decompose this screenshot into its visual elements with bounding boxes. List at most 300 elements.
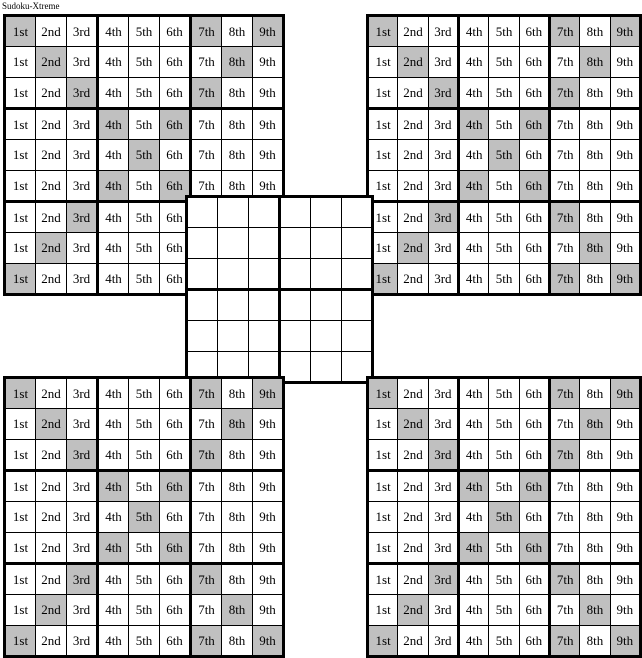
grid-cell[interactable]: 7th	[191, 78, 222, 109]
grid-cell[interactable]: 6th	[160, 626, 191, 657]
grid-cell[interactable]: 1st	[368, 109, 398, 140]
grid-cell[interactable]: 5th	[489, 78, 519, 109]
grid-cell[interactable]: 2nd	[36, 564, 67, 595]
grid-cell[interactable]: 7th	[191, 564, 222, 595]
grid-cell[interactable]: 6th	[519, 47, 549, 78]
grid-cell[interactable]: 5th	[489, 471, 519, 502]
grid-cell[interactable]: 2nd	[398, 440, 428, 471]
grid-cell[interactable]: 7th	[191, 595, 222, 626]
grid-cell[interactable]: 8th	[222, 595, 253, 626]
grid-cell[interactable]: 2nd	[36, 533, 67, 564]
grid-cell-empty[interactable]	[218, 228, 249, 259]
grid-cell[interactable]: 8th	[222, 78, 253, 109]
grid-cell-empty[interactable]	[187, 197, 218, 228]
grid-cell[interactable]: 8th	[580, 171, 610, 202]
grid-cell[interactable]: 3rd	[67, 440, 98, 471]
grid-cell[interactable]: 5th	[489, 47, 519, 78]
grid-cell[interactable]: 1st	[5, 378, 36, 409]
grid-cell[interactable]: 6th	[160, 140, 191, 171]
grid-cell[interactable]: 3rd	[428, 533, 458, 564]
grid-cell[interactable]: 3rd	[428, 626, 458, 657]
grid-cell-empty[interactable]	[280, 197, 311, 228]
grid-cell[interactable]: 6th	[160, 440, 191, 471]
grid-cell-empty[interactable]	[218, 290, 249, 321]
grid-cell[interactable]: 1st	[368, 502, 398, 533]
grid-cell[interactable]: 1st	[368, 233, 398, 264]
grid-cell[interactable]: 8th	[222, 16, 253, 47]
grid-cell[interactable]: 6th	[519, 264, 549, 295]
grid-cell[interactable]: 3rd	[428, 564, 458, 595]
grid-cell[interactable]: 6th	[160, 595, 191, 626]
grid-cell[interactable]: 1st	[368, 378, 398, 409]
grid-cell[interactable]: 6th	[519, 140, 549, 171]
grid-cell[interactable]: 7th	[550, 233, 580, 264]
grid-cell[interactable]: 3rd	[67, 47, 98, 78]
grid-cell[interactable]: 4th	[98, 109, 129, 140]
grid-cell[interactable]: 1st	[5, 626, 36, 657]
grid-cell[interactable]: 7th	[550, 564, 580, 595]
grid-cell[interactable]: 7th	[191, 626, 222, 657]
grid-cell[interactable]: 8th	[580, 595, 610, 626]
grid-cell[interactable]: 5th	[129, 171, 160, 202]
grid-cell[interactable]: 5th	[129, 16, 160, 47]
grid-cell[interactable]: 5th	[129, 564, 160, 595]
grid-cell[interactable]: 7th	[191, 171, 222, 202]
grid-cell[interactable]: 4th	[459, 202, 489, 233]
grid-cell[interactable]: 7th	[550, 471, 580, 502]
grid-cell[interactable]: 8th	[222, 564, 253, 595]
grid-cell[interactable]: 5th	[489, 109, 519, 140]
grid-cell[interactable]: 4th	[98, 502, 129, 533]
grid-cell[interactable]: 5th	[129, 409, 160, 440]
grid-cell[interactable]: 4th	[98, 409, 129, 440]
grid-cell-empty[interactable]	[280, 290, 311, 321]
grid-cell[interactable]: 4th	[459, 471, 489, 502]
grid-cell[interactable]: 7th	[550, 202, 580, 233]
grid-cell[interactable]: 8th	[222, 47, 253, 78]
grid-cell[interactable]: 9th	[610, 264, 640, 295]
grid-cell[interactable]: 2nd	[398, 47, 428, 78]
grid-cell[interactable]: 2nd	[36, 409, 67, 440]
grid-cell[interactable]: 7th	[550, 109, 580, 140]
grid-cell[interactable]: 9th	[253, 409, 284, 440]
grid-cell[interactable]: 4th	[459, 47, 489, 78]
grid-cell[interactable]: 8th	[580, 140, 610, 171]
grid-cell[interactable]: 4th	[98, 47, 129, 78]
grid-cell[interactable]: 5th	[129, 47, 160, 78]
grid-cell[interactable]: 6th	[160, 233, 191, 264]
grid-cell[interactable]: 9th	[253, 626, 284, 657]
grid-cell[interactable]: 7th	[550, 409, 580, 440]
grid-cell[interactable]: 2nd	[398, 533, 428, 564]
grid-cell[interactable]: 6th	[519, 202, 549, 233]
grid-cell[interactable]: 4th	[459, 533, 489, 564]
grid-cell[interactable]: 5th	[489, 440, 519, 471]
grid-cell[interactable]: 8th	[222, 471, 253, 502]
grid-cell[interactable]: 1st	[5, 409, 36, 440]
grid-cell-empty[interactable]	[280, 321, 311, 352]
grid-cell-empty[interactable]	[187, 290, 218, 321]
grid-cell-empty[interactable]	[311, 321, 342, 352]
grid-cell[interactable]: 2nd	[398, 378, 428, 409]
grid-cell[interactable]: 1st	[5, 171, 36, 202]
grid-cell[interactable]: 8th	[580, 564, 610, 595]
grid-cell[interactable]: 3rd	[428, 409, 458, 440]
grid-cell[interactable]: 7th	[191, 440, 222, 471]
grid-cell-empty[interactable]	[342, 197, 373, 228]
grid-cell[interactable]: 3rd	[428, 171, 458, 202]
grid-cell[interactable]: 9th	[253, 109, 284, 140]
grid-cell[interactable]: 9th	[610, 47, 640, 78]
grid-cell[interactable]: 6th	[519, 440, 549, 471]
grid-cell[interactable]: 5th	[129, 595, 160, 626]
grid-cell[interactable]: 9th	[610, 502, 640, 533]
grid-cell-empty[interactable]	[311, 290, 342, 321]
grid-cell[interactable]: 2nd	[398, 202, 428, 233]
grid-cell[interactable]: 3rd	[67, 502, 98, 533]
grid-cell[interactable]: 8th	[222, 626, 253, 657]
grid-cell[interactable]: 7th	[191, 109, 222, 140]
grid-cell[interactable]: 3rd	[67, 171, 98, 202]
grid-cell-empty[interactable]	[249, 321, 280, 352]
grid-cell[interactable]: 5th	[129, 78, 160, 109]
grid-cell[interactable]: 4th	[98, 533, 129, 564]
grid-cell[interactable]: 8th	[580, 471, 610, 502]
grid-cell[interactable]: 1st	[368, 595, 398, 626]
grid-cell[interactable]: 1st	[5, 202, 36, 233]
grid-cell[interactable]: 9th	[610, 233, 640, 264]
grid-cell[interactable]: 6th	[519, 378, 549, 409]
grid-cell[interactable]: 3rd	[67, 595, 98, 626]
grid-cell[interactable]: 1st	[368, 78, 398, 109]
grid-cell[interactable]: 9th	[610, 16, 640, 47]
grid-cell[interactable]: 5th	[129, 202, 160, 233]
grid-cell[interactable]: 2nd	[36, 140, 67, 171]
grid-cell[interactable]: 9th	[610, 171, 640, 202]
grid-cell[interactable]: 9th	[610, 440, 640, 471]
grid-cell[interactable]: 4th	[459, 140, 489, 171]
grid-cell[interactable]: 1st	[5, 264, 36, 295]
grid-cell[interactable]: 8th	[580, 533, 610, 564]
grid-cell[interactable]: 9th	[253, 502, 284, 533]
grid-cell[interactable]: 3rd	[67, 16, 98, 47]
grid-cell[interactable]: 1st	[5, 140, 36, 171]
grid-cell[interactable]: 4th	[98, 140, 129, 171]
grid-cell[interactable]: 6th	[160, 264, 191, 295]
grid-cell[interactable]: 1st	[5, 564, 36, 595]
grid-cell[interactable]: 7th	[550, 264, 580, 295]
grid-cell[interactable]: 3rd	[67, 264, 98, 295]
grid-cell[interactable]: 4th	[98, 378, 129, 409]
grid-cell[interactable]: 4th	[459, 16, 489, 47]
grid-cell[interactable]: 5th	[129, 471, 160, 502]
grid-cell[interactable]: 1st	[368, 47, 398, 78]
grid-cell[interactable]: 7th	[550, 595, 580, 626]
grid-cell[interactable]: 6th	[519, 564, 549, 595]
grid-cell[interactable]: 3rd	[428, 202, 458, 233]
grid-cell[interactable]: 4th	[459, 626, 489, 657]
grid-cell[interactable]: 9th	[253, 171, 284, 202]
grid-cell-empty[interactable]	[218, 321, 249, 352]
grid-cell[interactable]: 6th	[519, 595, 549, 626]
grid-cell[interactable]: 2nd	[36, 378, 67, 409]
grid-cell[interactable]: 8th	[222, 409, 253, 440]
grid-cell[interactable]: 4th	[98, 202, 129, 233]
grid-cell[interactable]: 9th	[610, 626, 640, 657]
grid-cell[interactable]: 8th	[222, 502, 253, 533]
grid-cell[interactable]: 5th	[129, 109, 160, 140]
grid-cell[interactable]: 2nd	[36, 171, 67, 202]
grid-cell-empty[interactable]	[311, 228, 342, 259]
grid-cell[interactable]: 9th	[610, 378, 640, 409]
grid-cell[interactable]: 1st	[5, 47, 36, 78]
grid-cell[interactable]: 4th	[459, 564, 489, 595]
grid-cell[interactable]: 2nd	[398, 109, 428, 140]
grid-cell[interactable]: 6th	[160, 171, 191, 202]
grid-cell[interactable]: 1st	[5, 233, 36, 264]
grid-cell[interactable]: 5th	[489, 564, 519, 595]
grid-cell[interactable]: 2nd	[36, 626, 67, 657]
grid-cell[interactable]: 8th	[580, 109, 610, 140]
grid-cell[interactable]: 3rd	[67, 140, 98, 171]
grid-cell[interactable]: 6th	[519, 16, 549, 47]
grid-cell[interactable]: 4th	[98, 440, 129, 471]
grid-cell[interactable]: 6th	[160, 109, 191, 140]
grid-cell[interactable]: 4th	[98, 78, 129, 109]
grid-cell[interactable]: 6th	[160, 378, 191, 409]
grid-cell-empty[interactable]	[311, 197, 342, 228]
grid-cell[interactable]: 8th	[580, 47, 610, 78]
grid-cell[interactable]: 8th	[222, 378, 253, 409]
grid-cell[interactable]: 5th	[489, 502, 519, 533]
grid-cell[interactable]: 6th	[519, 471, 549, 502]
grid-cell-empty[interactable]	[249, 259, 280, 290]
grid-cell[interactable]: 4th	[459, 502, 489, 533]
grid-cell[interactable]: 6th	[160, 47, 191, 78]
grid-cell[interactable]: 2nd	[398, 564, 428, 595]
grid-cell[interactable]: 4th	[98, 16, 129, 47]
grid-cell[interactable]: 3rd	[67, 78, 98, 109]
grid-cell[interactable]: 4th	[98, 595, 129, 626]
grid-cell[interactable]: 4th	[459, 109, 489, 140]
grid-cell[interactable]: 7th	[550, 47, 580, 78]
grid-cell[interactable]: 8th	[222, 533, 253, 564]
grid-cell-empty[interactable]	[249, 197, 280, 228]
grid-cell[interactable]: 2nd	[398, 140, 428, 171]
grid-cell[interactable]: 1st	[5, 78, 36, 109]
grid-cell[interactable]: 9th	[610, 109, 640, 140]
grid-cell[interactable]: 7th	[550, 502, 580, 533]
grid-cell[interactable]: 5th	[129, 264, 160, 295]
grid-cell[interactable]: 2nd	[36, 78, 67, 109]
grid-cell[interactable]: 3rd	[67, 533, 98, 564]
grid-cell[interactable]: 3rd	[67, 109, 98, 140]
grid-cell[interactable]: 5th	[129, 233, 160, 264]
grid-cell[interactable]: 7th	[191, 471, 222, 502]
grid-cell[interactable]: 2nd	[36, 440, 67, 471]
grid-cell[interactable]: 8th	[580, 409, 610, 440]
grid-cell[interactable]: 7th	[191, 533, 222, 564]
grid-cell[interactable]: 7th	[550, 533, 580, 564]
grid-cell[interactable]: 4th	[459, 233, 489, 264]
grid-cell[interactable]: 4th	[98, 264, 129, 295]
grid-cell-empty[interactable]	[187, 321, 218, 352]
grid-cell[interactable]: 4th	[98, 233, 129, 264]
grid-cell[interactable]: 3rd	[428, 78, 458, 109]
grid-cell-empty[interactable]	[311, 259, 342, 290]
grid-cell[interactable]: 6th	[160, 16, 191, 47]
grid-cell-empty[interactable]	[311, 352, 342, 383]
grid-cell[interactable]: 6th	[160, 502, 191, 533]
grid-cell[interactable]: 7th	[191, 378, 222, 409]
grid-cell[interactable]: 1st	[368, 471, 398, 502]
grid-cell-empty[interactable]	[280, 228, 311, 259]
grid-cell[interactable]: 2nd	[398, 78, 428, 109]
grid-cell-empty[interactable]	[249, 290, 280, 321]
grid-cell[interactable]: 1st	[368, 16, 398, 47]
grid-cell[interactable]: 9th	[253, 378, 284, 409]
grid-cell[interactable]: 1st	[5, 109, 36, 140]
grid-cell[interactable]: 9th	[610, 471, 640, 502]
grid-cell[interactable]: 9th	[610, 140, 640, 171]
grid-cell[interactable]: 6th	[160, 564, 191, 595]
grid-cell[interactable]: 3rd	[428, 440, 458, 471]
grid-cell-empty[interactable]	[342, 290, 373, 321]
grid-cell[interactable]: 7th	[550, 171, 580, 202]
grid-cell[interactable]: 2nd	[36, 202, 67, 233]
grid-cell[interactable]: 2nd	[398, 502, 428, 533]
grid-cell[interactable]: 7th	[550, 16, 580, 47]
grid-cell[interactable]: 6th	[160, 78, 191, 109]
grid-cell[interactable]: 6th	[160, 471, 191, 502]
grid-cell[interactable]: 3rd	[428, 502, 458, 533]
grid-cell[interactable]: 3rd	[67, 626, 98, 657]
grid-cell[interactable]: 2nd	[398, 16, 428, 47]
grid-cell[interactable]: 2nd	[398, 409, 428, 440]
grid-cell[interactable]: 9th	[610, 409, 640, 440]
grid-cell-empty[interactable]	[342, 321, 373, 352]
grid-cell[interactable]: 5th	[129, 440, 160, 471]
grid-cell[interactable]: 6th	[519, 626, 549, 657]
grid-cell[interactable]: 3rd	[67, 378, 98, 409]
grid-cell[interactable]: 4th	[98, 626, 129, 657]
grid-cell[interactable]: 5th	[489, 233, 519, 264]
grid-cell[interactable]: 6th	[519, 78, 549, 109]
grid-cell[interactable]: 8th	[222, 171, 253, 202]
grid-cell[interactable]: 3rd	[67, 564, 98, 595]
grid-cell[interactable]: 2nd	[36, 264, 67, 295]
grid-cell[interactable]: 2nd	[36, 47, 67, 78]
grid-cell[interactable]: 5th	[489, 264, 519, 295]
grid-cell[interactable]: 3rd	[428, 595, 458, 626]
grid-cell[interactable]: 1st	[5, 471, 36, 502]
grid-cell[interactable]: 6th	[519, 109, 549, 140]
grid-cell[interactable]: 4th	[459, 78, 489, 109]
grid-cell[interactable]: 8th	[222, 440, 253, 471]
grid-cell[interactable]: 3rd	[428, 16, 458, 47]
grid-cell[interactable]: 3rd	[428, 109, 458, 140]
grid-cell[interactable]: 1st	[368, 564, 398, 595]
grid-cell[interactable]: 7th	[550, 78, 580, 109]
grid-cell[interactable]: 2nd	[36, 233, 67, 264]
grid-cell[interactable]: 7th	[191, 409, 222, 440]
grid-cell[interactable]: 1st	[368, 409, 398, 440]
grid-cell[interactable]: 5th	[489, 409, 519, 440]
grid-cell[interactable]: 7th	[550, 378, 580, 409]
grid-cell[interactable]: 2nd	[36, 595, 67, 626]
grid-cell[interactable]: 5th	[129, 626, 160, 657]
grid-cell[interactable]: 1st	[368, 440, 398, 471]
grid-cell[interactable]: 9th	[253, 471, 284, 502]
grid-cell[interactable]: 3rd	[67, 409, 98, 440]
grid-cell[interactable]: 2nd	[398, 264, 428, 295]
grid-cell-empty[interactable]	[187, 228, 218, 259]
grid-cell[interactable]: 7th	[550, 626, 580, 657]
grid-cell[interactable]: 7th	[191, 140, 222, 171]
grid-cell[interactable]: 4th	[459, 264, 489, 295]
grid-cell[interactable]: 4th	[98, 171, 129, 202]
grid-cell-empty[interactable]	[187, 259, 218, 290]
grid-cell[interactable]: 7th	[191, 47, 222, 78]
grid-cell-empty[interactable]	[249, 228, 280, 259]
grid-cell[interactable]: 1st	[368, 202, 398, 233]
grid-cell[interactable]: 8th	[580, 202, 610, 233]
grid-cell-empty[interactable]	[218, 197, 249, 228]
grid-cell[interactable]: 6th	[519, 171, 549, 202]
grid-cell[interactable]: 8th	[222, 109, 253, 140]
grid-cell[interactable]: 6th	[519, 502, 549, 533]
grid-cell[interactable]: 5th	[489, 378, 519, 409]
grid-cell[interactable]: 5th	[489, 140, 519, 171]
grid-cell[interactable]: 1st	[5, 595, 36, 626]
grid-cell[interactable]: 9th	[253, 564, 284, 595]
grid-cell[interactable]: 1st	[5, 533, 36, 564]
grid-cell[interactable]: 8th	[580, 378, 610, 409]
grid-cell[interactable]: 5th	[129, 378, 160, 409]
grid-cell[interactable]: 5th	[489, 171, 519, 202]
grid-cell[interactable]: 5th	[489, 202, 519, 233]
grid-cell[interactable]: 1st	[5, 502, 36, 533]
grid-cell-empty[interactable]	[218, 259, 249, 290]
grid-cell[interactable]: 2nd	[36, 471, 67, 502]
grid-cell[interactable]: 8th	[580, 626, 610, 657]
grid-cell[interactable]: 2nd	[398, 595, 428, 626]
grid-cell[interactable]: 1st	[368, 140, 398, 171]
grid-cell[interactable]: 1st	[368, 533, 398, 564]
grid-cell[interactable]: 7th	[550, 440, 580, 471]
grid-cell[interactable]: 5th	[129, 533, 160, 564]
grid-cell[interactable]: 1st	[368, 264, 398, 295]
grid-cell[interactable]: 7th	[550, 140, 580, 171]
grid-cell[interactable]: 3rd	[67, 202, 98, 233]
grid-cell[interactable]: 9th	[253, 16, 284, 47]
grid-cell[interactable]: 2nd	[398, 626, 428, 657]
grid-cell[interactable]: 9th	[253, 440, 284, 471]
grid-cell[interactable]: 5th	[489, 16, 519, 47]
grid-cell[interactable]: 4th	[98, 564, 129, 595]
grid-cell[interactable]: 1st	[5, 440, 36, 471]
grid-cell[interactable]: 8th	[580, 233, 610, 264]
grid-cell[interactable]: 8th	[580, 16, 610, 47]
grid-cell[interactable]: 2nd	[36, 109, 67, 140]
grid-cell-empty[interactable]	[280, 259, 311, 290]
grid-cell[interactable]: 3rd	[428, 233, 458, 264]
grid-cell[interactable]: 2nd	[36, 502, 67, 533]
grid-cell[interactable]: 6th	[519, 533, 549, 564]
grid-cell[interactable]: 3rd	[67, 233, 98, 264]
grid-cell[interactable]: 3rd	[428, 378, 458, 409]
grid-cell[interactable]: 6th	[160, 409, 191, 440]
